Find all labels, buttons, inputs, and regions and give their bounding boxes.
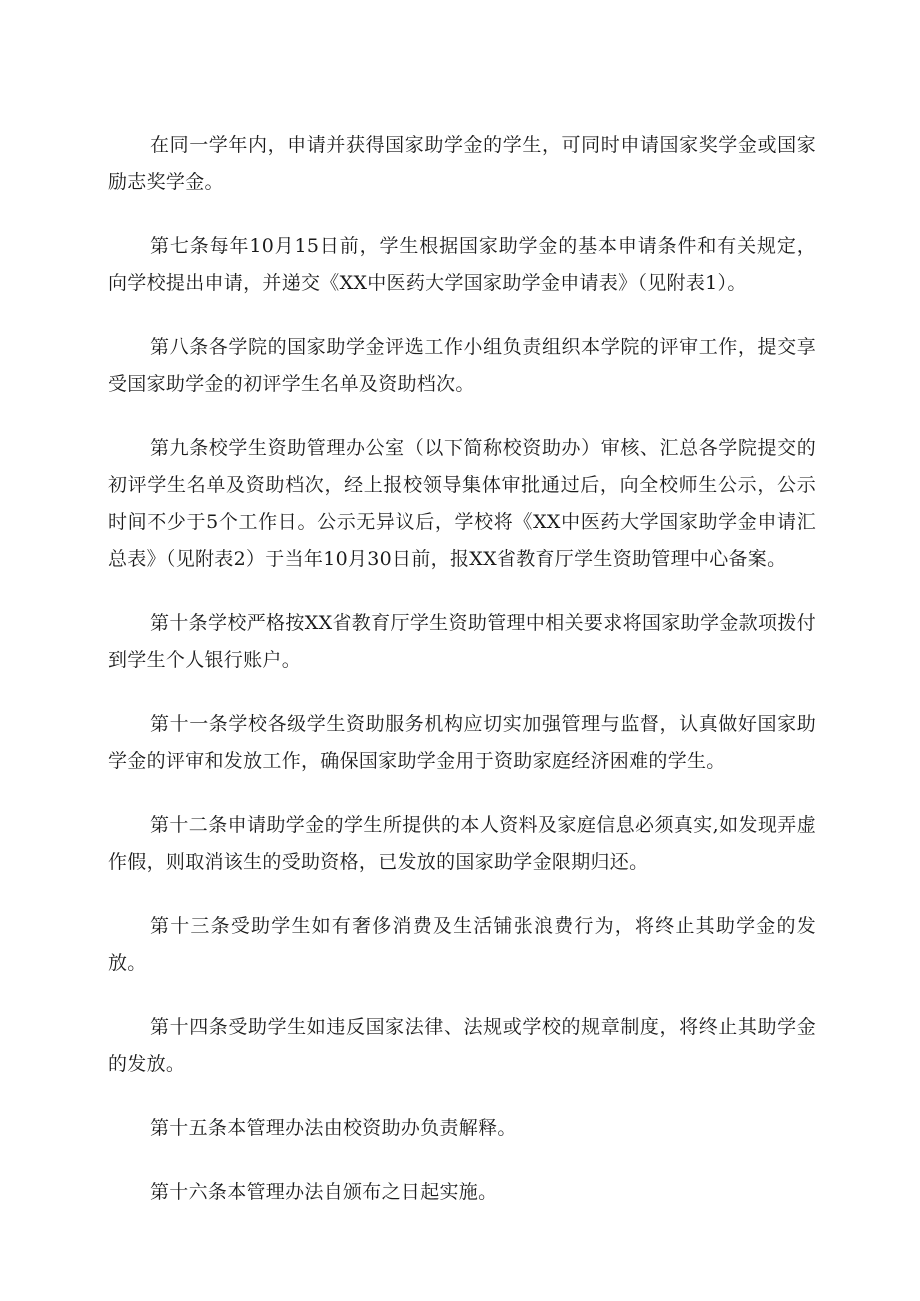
article-15-paragraph: 第十五条本管理办法由校资助办负责解释。 — [150, 1117, 517, 1139]
article-16-paragraph: 第十六条本管理办法自颁布之日起实施。 — [150, 1181, 498, 1203]
article-7-paragraph: 第七条每年10月15日前，学生根据国家助学金的基本申请条件和有关规定，向学校提出申请，并递交《XX中医药大学国家助学金申请表》（见附表1）。 — [108, 235, 816, 294]
article-12-paragraph: 第十二条申请助学金的学生所提供的本人资料及家庭信息必须真实,如发现弄虚作假，则取消该生的受助资格，已发放的国家助学金限期归还。 — [108, 814, 816, 873]
paragraph-1: 在同一学年内，申请并获得国家助学金的学生，可同时申请国家奖学金或国家励志奖学金。 — [108, 134, 816, 193]
article-9-paragraph: 第九条校学生资助管理办公室（以下简称校资助办）审核、汇总各学院提交的初评学生名单及资助档次，经上报校领导集体审批通过后，向全校师生公示，公示时间不少于5个工作日。公示无异议后，学校将《XX中医药大学国家助学金申请汇总表》（见附表2）于当年10月30日前，报XX省教育厅学生资助管理中心备案。 — [108, 437, 816, 570]
document-body — [108, 127, 816, 1238]
article-8-paragraph: 第八条各学院的国家助学金评选工作小组负责组织本学院的评审工作，提交享受国家助学金的初评学生名单及资助档次。 — [108, 336, 816, 395]
article-11-paragraph: 第十一条学校各级学生资助服务机构应切实加强管理与监督，认真做好国家助学金的评审和发放工作，确保国家助学金用于资助家庭经济困难的学生。 — [108, 713, 816, 772]
article-14-paragraph: 第十四条受助学生如违反国家法律、法规或学校的规章制度，将终止其助学金的发放。 — [108, 1016, 816, 1075]
article-10-paragraph: 第十条学校严格按XX省教育厅学生资助管理中相关要求将国家助学金款项拨付到学生个人银行账户。 — [108, 612, 816, 671]
article-13-paragraph: 第十三条受助学生如有奢侈消费及生活铺张浪费行为，将终止其助学金的发放。 — [108, 915, 816, 974]
